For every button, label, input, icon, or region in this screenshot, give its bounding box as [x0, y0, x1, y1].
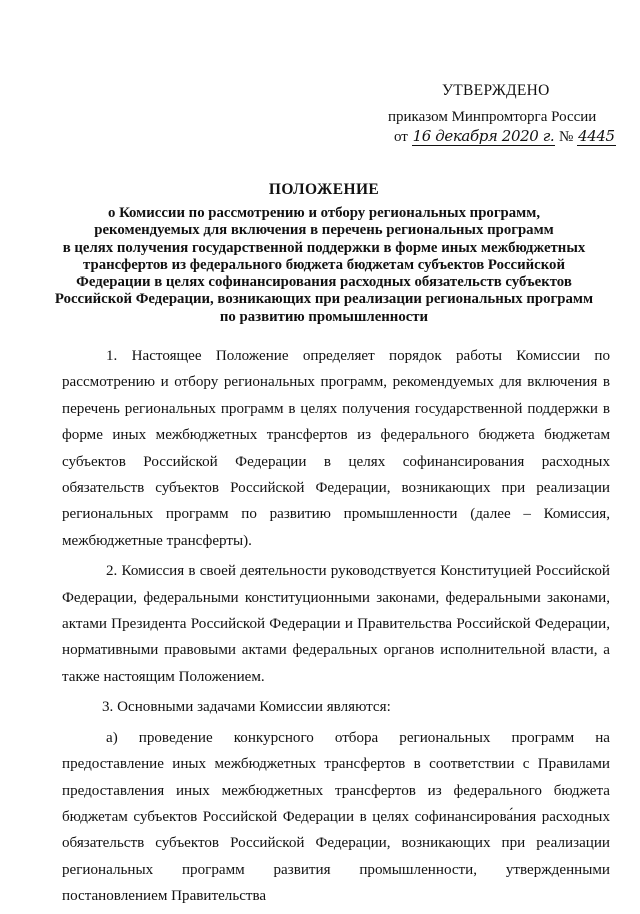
- subtitle-line: по развитию промышленности: [219, 308, 429, 325]
- subtitle-line: в целях получения государственной поддержки в форме иных межбюджетных: [62, 239, 586, 256]
- approval-title: УТВЕРЖДЕНО: [442, 82, 550, 99]
- subtitle-line: о Комиссии по рассмотрению и отбору региональных программ,: [107, 205, 541, 221]
- subtitle-line: Федерации в целях софинансирования расходных обязательств субъектов: [76, 274, 572, 291]
- paragraph-3a: а) проведение конкурсного отбора региональных программ на предоставление иных межбюджетных трансфертов в соответствии с Правилами предоставления иных межбюджетных трансфертов из федерального бюджета бюджетам субъектов Российской Федерации в целях софинансирова́ния расходных обязательств субъектов Российской Федерации, возникающих при реализации региональных программ развития промышленности, утвержденными постановлением Правительства: [62, 729, 610, 905]
- document-heading: [40, 180, 608, 326]
- paragraph-2: 2. Комиссия в своей деятельности руководствуется Конституцией Российской Федерации, федеральными конституционными законами, федеральными законами, актами Президента Российской Федерации и Правительства Российской Федерации, нормативными правовыми актами федеральных органов исполнительной власти, а также настоящим Положением.: [62, 563, 610, 685]
- document-body: [62, 343, 610, 914]
- paragraph-3: 3. Основными задачами Комиссии являются:: [102, 699, 391, 716]
- handwritten-number: 4445: [578, 127, 615, 145]
- approval-order-line: приказом Минпромторга России: [388, 109, 597, 125]
- number-label: №: [559, 129, 574, 145]
- subtitle-line: трансфертов из федерального бюджета бюджетам субъектов Российской: [83, 256, 565, 273]
- document-subtitle: [40, 205, 608, 326]
- handwritten-date: 16 декабря 2020 г.: [412, 127, 555, 145]
- paragraph-1: 1. Настоящее Положение определяет порядок работы Комиссии по рассмотрению и отбору региональных программ, рекомендуемых для включения в перечень региональных программ в целях получения государственной поддержки в форме иных межбюджетных трансфертов из федерального бюджета бюджетам субъектов Российской Федерации в целях софинансирования расходных обязательств субъектов Российской Федерации, возникающих при реализации региональных программ по развитию промышленности (далее – Комиссия, межбюджетные трансферты).: [62, 348, 610, 549]
- approval-date-number-line: [394, 126, 616, 148]
- from-label: от: [394, 129, 408, 145]
- document-title: ПОЛОЖЕНИЕ: [268, 181, 380, 198]
- subtitle-line: Российской Федерации, возникающих при реализации региональных программ: [54, 291, 594, 308]
- subtitle-line: рекомендуемых для включения в перечень региональных программ: [94, 222, 554, 239]
